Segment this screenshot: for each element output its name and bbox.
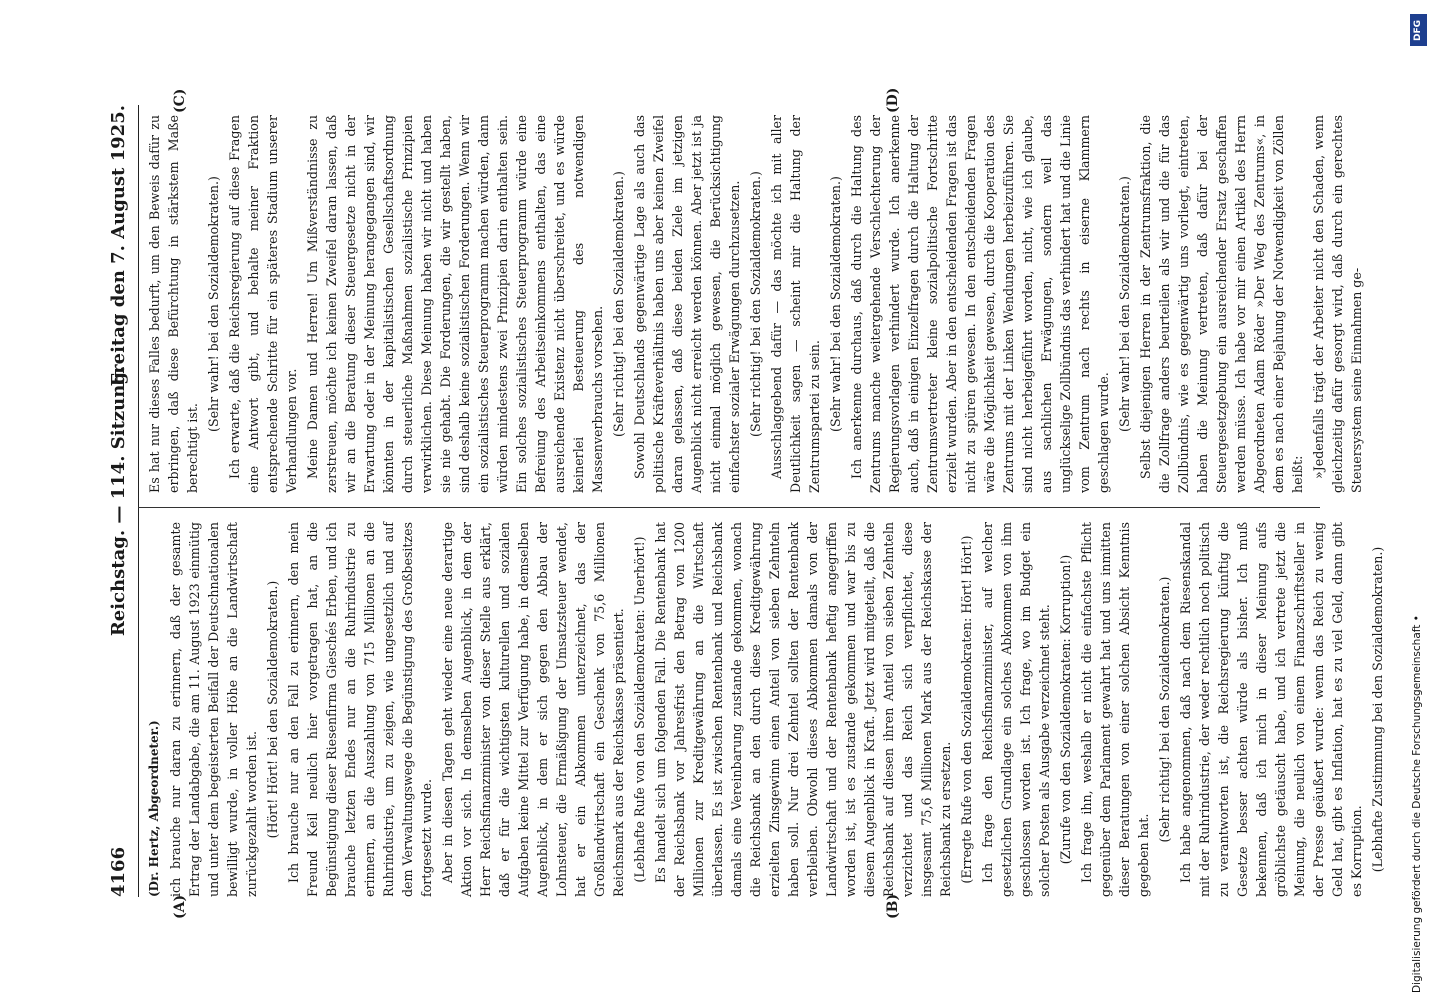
interjection: (Sehr richtig! bei den Sozialdemokraten.)	[611, 171, 626, 437]
document-page	[100, 85, 1385, 925]
paragraph: Ich frage ihn, weshalb er nicht die einfachste Pflicht gegenüber dem Parlament gewahrt hat und uns inmitten dieser Beratungen von einer solchen Absicht Kenntnis gegeben hat.	[1079, 522, 1151, 897]
paragraph: Ausschlaggebend dafür — das möchte ich mit aller Deutlichkeit sagen — scheint mir die Haltung der Zentrumspartei zu sein.	[769, 115, 822, 493]
paragraph: Ich frage den Reichsfinanzminister, auf welcher gesetzlichen Grundlage ein solches Abkommen von ihm geschlossen worden ist. Ich frage, wo im Budget ein solcher Posten als Ausgabe verzeichnet steht.	[980, 522, 1052, 897]
paragraph: Ich erwarte, daß die Reichsregierung auf diese Fragen eine Antwort gibt, und behalte meiner Fraktion entsprechende Schritte für ein späteres Stadium unserer Verhandlungen vor.	[227, 115, 299, 493]
margin-mark-b: (B)	[885, 893, 901, 919]
interjection: (Erregte Rufe von den Sozialdemokraten: Hört! Hört!)	[959, 535, 974, 884]
page-number: 4166	[108, 846, 129, 897]
left-column	[145, 522, 1385, 897]
paragraph: Ich habe angenommen, daß nach dem Riesenskandal mit der Ruhrindustrie, der weder rechtlich noch politisch zu verantworten ist, die Reichsregierung künftig die Gesetze besser achten würde als bisher. Ich muß bekennen, daß ich mich in dieser Meinung aufs gröblichste getäuscht habe, und ich vertrete jetzt die Meinung, die neulich von einem Finanzschriftsteller in der Presse geäußert wurde: wenn das Reich zu wenig Geld hat, gibt es Inflation, hat es zu viel Geld, dann gibt es Korruption.	[1178, 522, 1364, 897]
digitization-credit	[1408, 8, 1430, 998]
page-header	[108, 105, 134, 897]
paragraph: Es hat nur dieses Falles bedurft, um den Beweis dafür zu erbringen, daß diese Befürchtung in stärkstem Maße berechtigt ist.	[147, 115, 200, 493]
interjection: (Sehr wahr! bei den Sozialdemokraten.)	[828, 176, 843, 432]
margin-mark-c: (C)	[172, 88, 188, 113]
right-column	[145, 115, 1364, 493]
paragraph: Ich brauche nur an den Fall zu erinnern, den mein Freund Keil neulich hier vorgetragen hat, an die Begünstigung dieser Riesenfirma Gieschés Erben, und ich brauche letzten Endes nur an die Ruhrindustrie zu erinnern, an die Auszahlung von 715 Millionen an die Ruhrindustrie, um zu zeigen, wie ungesetzlich und auf dem Verwaltungswege die Begünstigung des Großbesitzes fortgesetzt wurde.	[286, 522, 434, 897]
interjection: (Hört! Hört! bei den Sozialdemokraten.)	[265, 580, 280, 839]
interjection: (Sehr richtig! bei den Sozialdemokraten.)	[748, 171, 763, 437]
paragraph: Aber in diesen Tagen geht wieder eine neue derartige Aktion vor sich. In demselben Augenblick, in dem der Herr Reichsfinanzminister von dieser Stelle aus erklärt, daß er für die wichtigsten kulturellen und sozialen Aufgaben keine Mittel zur Verfügung habe, in demselben Augenblick, in dem er sich gegen den Abbau der Lohnsteuer, die Ermäßigung der Umsatzsteuer wendet, hat er ein Abkommen unterzeichnet, das der Großlandwirtschaft ein Geschenk von 75,6 Millionen Reichsmark aus der Reichskasse präsentiert.	[440, 522, 626, 897]
interjection: (Zurufe von den Sozialdemokraten: Korruption!)	[1058, 554, 1073, 865]
column-divider	[138, 507, 1320, 508]
interjection: (Lebhafte Rufe von den Sozialdemokraten: Unerhört!)	[632, 536, 647, 883]
paragraph: Meine Damen und Herren! Um Mißverständnisse zu zerstreuen, möchte ich keinen Zweifel daran lassen, daß wir an die Beratung dieser Steuergesetze nicht in der Erwartung oder in der Meinung herangegangen sind, wir könnten in der kapitalistischen Gesellschaftsordnung durch steuerliche Maßnahmen sozialistische Prinzipien verwirklichen. Diese Meinung haben wir nicht und haben sie nie gehabt. Die Forderungen, die wir gestellt haben, sind deshalb keine sozialistischen Forderungen. Wenn wir ein sozialistisches Steuerprogramm machen würden, dann würden mindestens zwei Prinzipien darin enthalten sein. Ein solches sozialistisches Steuerprogramm würde eine Befreiung des Arbeitseinkommens enthalten, das eine ausreichende Existenz nicht überschreitet, und es würde keinerlei Besteuerung des notwendigen Massenverbrauchs vorsehen.	[305, 115, 605, 493]
paragraph: Es handelt sich um folgenden Fall. Die Rentenbank hat der Reichsbank vor Jahresfrist den Betrag von 1200 Millionen zur Kreditgewährung an die Wirtschaft überlassen. Es ist zwischen Rentenbank und Reichsbank damals eine Vereinbarung zustande gekommen, wonach die Reichsbank an den durch diese Kreditgewährung erzielten Zinsgewinn einen Anteil von sieben Zehnteln haben soll. Nur drei Zehntel sollten der Rentenbank verbleiben. Obwohl dieses Abkommen damals von der Landwirtschaft und der Rentenbank heftig angegriffen worden ist, ist es zustande gekommen und war bis zu diesem Augenblick in Kraft. Jetzt wird mitgeteilt, daß die Reichsbank auf diesen ihren Anteil von sieben Zehnteln verzichtet und das Reich sich verpflichtet, diese insgesamt 75,6 Millionen Mark aus der Reichskasse der Reichsbank zu ersetzen.	[653, 522, 953, 897]
header-rule	[138, 105, 139, 897]
margin-mark-d: (D)	[885, 87, 901, 113]
paragraph: Sowohl Deutschlands gegenwärtige Lage als auch das politische Kräfteverhältnis haben uns aber keinen Zweifel daran gelassen, daß diese beiden Ziele im jetzigen Augenblick nicht erreicht werden können. Aber jetzt ist ja nicht einmal möglich gewesen, die Berücksichtigung einfachster sozialer Erwägungen durchzusetzen.	[632, 115, 742, 493]
interjection: (Sehr wahr! bei den Sozialdemokraten.)	[206, 176, 221, 432]
credit-text: Digitalisierung gefördert durch die Deutsche Forschungsgemeinschaft •	[1411, 615, 1423, 993]
paragraph: Ich anerkenne durchaus, daß durch die Haltung des Zentrums manche weitergehende Verschlechterung der Regierungsvorlagen verhindert wurde. Ich anerkenne auch, daß in einigen Einzelfragen durch die Haltung der Zentrumsvertreter kleine sozialpolitische Fortschritte erzielt wurden. Aber in den entscheidenden Fragen ist das nicht zu spüren gewesen. In den entscheidenden Fragen wäre die Möglichkeit gewesen, durch die Kooperation des Zentrums mit der Linken Wendungen herbeizuführen. Sie sind nicht herbeigeführt worden, nicht, wie ich glaube, aus sachlichen Erwägungen, sondern weil das unglückselige Zollbündnis das verhindert hat und die Linie vom Zentrum nach rechts in eiserne Klammern geschlagen wurde.	[849, 115, 1111, 493]
interjection: (Lebhafte Zustimmung bei den Sozialdemokraten.)	[1370, 546, 1385, 873]
interjection: (Sehr richtig! bei den Sozialdemokraten.)	[1157, 576, 1172, 843]
paragraph: Selbst diejenigen Herren in der Zentrumsfraktion, die die Zollfrage anders beurteilen als wir und die für das Zollbündnis, wie es gegenwärtig uns vorliegt, eintreten, haben die Meinung vertreten, daß dafür bei der Steuergesetzgebung ein ausreichender Ersatz geschaffen werden müsse. Ich habe vor mir einen Artikel des Herrn Abgeordneten Adam Röder »Der Weg des Zentrums«, in dem es nach einer Bejahung der Notwendigkeit von Zöllen heißt:	[1138, 115, 1305, 493]
margin-mark-a: (A)	[172, 894, 188, 919]
header-title: Reichstag. — 114. Sitzung.	[108, 365, 129, 637]
speaker-label: (Dr. Hertz, Abgeordneter.)	[147, 720, 161, 897]
interjection: (Sehr wahr! bei den Sozialdemokraten.)	[1117, 176, 1132, 432]
paragraph: ich brauche nur daran zu erinnern, daß der gesamte Ertrag der Landabgabe, die am 11. August 1923 einmütig und unter dem begeisterten Beifall der Deutschnationalen bewilligt wurde, in voller Höhe an die Landwirtschaft zurückgezahlt worden ist.	[168, 522, 259, 897]
quotation: »Jedenfalls trägt der Arbeiter nicht den Schaden, wenn gleichzeitig dafür gesorgt wird, daß durch ein gerechtes Steuersystem seine Einnahmen ge-	[1311, 115, 1364, 493]
header-date: Freitag den 7. August 1925.	[108, 105, 129, 387]
dfg-logo: DFG	[1410, 14, 1427, 46]
